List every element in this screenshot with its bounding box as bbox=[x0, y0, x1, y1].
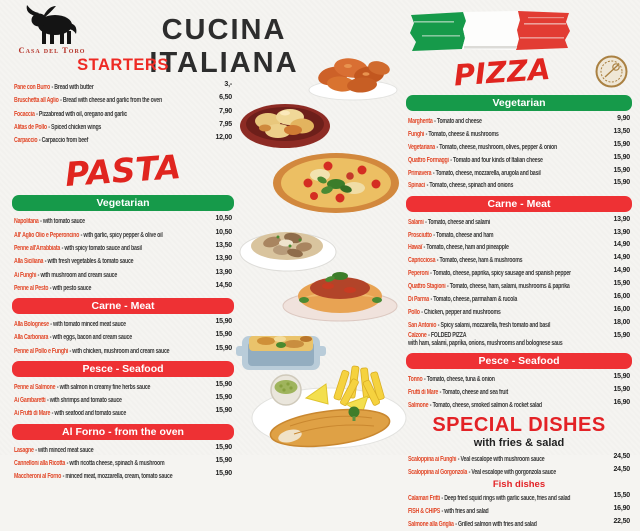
dish-name: Salami bbox=[408, 218, 424, 226]
dish-price: 12,00 bbox=[215, 134, 232, 142]
pizza-title: PIZZA bbox=[452, 51, 552, 93]
dish-description: - with fries and salad bbox=[441, 508, 489, 516]
section-header-pasta-oven: Al Forno - from the oven bbox=[12, 424, 234, 440]
logo-text: Casa del Toro bbox=[18, 45, 86, 55]
dish-name: Alitas de Pollo bbox=[14, 123, 47, 131]
dish-price: 16,00 bbox=[613, 293, 630, 300]
dish-name: Scaloppina ai Funghi bbox=[408, 456, 457, 464]
dish-description: - with tomato minced meat sauce bbox=[50, 321, 126, 329]
dish-price: 15,90 bbox=[215, 470, 232, 478]
dish-text bbox=[408, 254, 604, 265]
dish-description: - with chicken, mushroom and cream sauce bbox=[69, 347, 170, 355]
pizza-meat-section bbox=[406, 196, 632, 348]
dish-description: - Tomato, cheese, spinach and onions bbox=[426, 182, 514, 190]
menu-item bbox=[408, 466, 630, 477]
right-column bbox=[406, 8, 632, 531]
section-header-pasta-vegetarian: Vegetarian bbox=[12, 195, 234, 211]
menu-item bbox=[408, 399, 630, 410]
dish-name: Quattro Formaggi bbox=[408, 156, 449, 164]
dish-name: Pollo bbox=[408, 308, 420, 316]
dish-price: 15,90 bbox=[613, 140, 630, 148]
dish-description: - Spiced chicken wings bbox=[48, 123, 102, 131]
dish-text bbox=[14, 318, 206, 329]
dish-text bbox=[408, 167, 604, 178]
menu-item bbox=[14, 255, 232, 266]
dish-text bbox=[408, 293, 604, 304]
dish-text bbox=[408, 128, 604, 139]
dish-description: - Tomato, cheese and sea fruit bbox=[439, 388, 509, 396]
dish-description: - Tomato, cheese & mushrooms bbox=[425, 130, 499, 138]
dish-price: 15,50 bbox=[613, 492, 630, 500]
dish-description: - with mushroom and cream sauce bbox=[37, 271, 118, 279]
dish-text bbox=[408, 229, 604, 240]
dish-description: - with minced meat sauce bbox=[35, 446, 94, 454]
dish-text bbox=[408, 466, 604, 477]
dish-price: 16,90 bbox=[613, 398, 630, 406]
menu-item bbox=[408, 154, 630, 165]
special-dishes-heading: SPECIAL DISHES bbox=[432, 414, 606, 437]
dish-price: 15,90 bbox=[215, 456, 232, 464]
menu-item bbox=[408, 386, 630, 397]
dish-name: Quattro Stagioni bbox=[408, 283, 446, 291]
menu-item bbox=[14, 318, 232, 329]
dish-description: - Tomato, cheese, parmaham & rucola bbox=[430, 296, 518, 303]
dish-price: 15,90 bbox=[613, 385, 630, 393]
dish-description: - with garlic, spicy pepper & olive oil bbox=[80, 231, 163, 239]
starters-heading: STARTERS bbox=[77, 56, 169, 74]
dish-price: 6,50 bbox=[219, 94, 232, 102]
menu-item bbox=[14, 394, 232, 405]
dish-description: - Tomato and cheese bbox=[434, 118, 482, 125]
dish-name: Lasagne bbox=[14, 446, 34, 454]
dish-text bbox=[408, 179, 604, 190]
menu-item bbox=[408, 115, 630, 126]
dish-price: 24,50 bbox=[613, 453, 630, 461]
dish-text bbox=[408, 216, 604, 227]
dish-price: 15,90 bbox=[613, 373, 630, 381]
dish-description: - Bread with butter bbox=[51, 84, 94, 91]
menu-item bbox=[14, 269, 232, 280]
menu-item bbox=[408, 128, 630, 139]
dish-description: - with salmon in creamy fine herbs sauce bbox=[56, 383, 151, 391]
menu-item bbox=[408, 167, 630, 178]
dish-name: Salmone alla Griglia bbox=[408, 520, 454, 528]
dish-name: Ai Gambaretti bbox=[14, 397, 46, 405]
special-dishes-section bbox=[406, 414, 632, 529]
menu-item bbox=[408, 179, 630, 190]
dish-price: 15,90 bbox=[215, 344, 232, 352]
menu-item bbox=[14, 94, 232, 105]
dish-price: 24,50 bbox=[613, 465, 630, 473]
pizza-seafood-list bbox=[406, 373, 632, 410]
dish-description: - Spicy salami, mozzarella, fresh tomato and basil bbox=[437, 321, 551, 329]
dish-description: - with ricotta cheese, spinach & mushroom bbox=[66, 459, 165, 467]
dish-description: - Tomato, cheese, ham, salami, mushrooms & paprika bbox=[447, 283, 570, 291]
dish-text bbox=[14, 134, 206, 145]
dish-description: - Deep fried squid rings with garlic sauce, fries and salad bbox=[441, 495, 571, 503]
menu-item bbox=[408, 280, 630, 291]
dish-name: Cannelloni alla Ricotta bbox=[14, 459, 66, 467]
dish-description: - with shrimps and tomato sauce bbox=[47, 397, 122, 405]
dish-price: 14,90 bbox=[613, 241, 630, 249]
menu-item bbox=[14, 242, 232, 253]
dish-name: Maccheroni al Forno bbox=[14, 473, 62, 481]
dish-price: 14,50 bbox=[215, 281, 232, 289]
dish-name: San Antonio bbox=[408, 321, 437, 329]
dish-text bbox=[408, 306, 604, 317]
dish-price: 15,90 bbox=[613, 331, 630, 339]
dish-description: - Tomato, cheese, tuna & onion bbox=[424, 376, 495, 384]
dish-name: Alla Bolognese bbox=[14, 321, 49, 329]
dish-text bbox=[408, 386, 604, 397]
menu-item bbox=[408, 319, 630, 330]
menu-item bbox=[14, 282, 232, 293]
dish-name: Ai Funghi bbox=[14, 271, 37, 279]
pasta-vegetarian-list bbox=[12, 215, 234, 293]
dish-name: Penne al Salmone bbox=[14, 383, 56, 391]
dish-text bbox=[14, 470, 206, 481]
dish-price: 15,90 bbox=[613, 179, 630, 187]
dish-text bbox=[408, 141, 604, 152]
dish-description: - Tomato, cheese, mushroom, olives, pepper & onion bbox=[436, 143, 558, 151]
pasta-seafood-section bbox=[12, 361, 234, 419]
pasta-vegetarian-section bbox=[12, 195, 234, 293]
photo-pizza bbox=[270, 150, 402, 216]
dish-text bbox=[408, 154, 604, 165]
menu-item bbox=[14, 470, 232, 481]
pasta-title: PASTA bbox=[63, 147, 183, 195]
photo-spaghetti-bolognese bbox=[280, 266, 400, 324]
dish-name: Calzone bbox=[408, 331, 427, 339]
photo-fish-and-chips bbox=[250, 356, 408, 452]
dish-description: - Tomato, cheese, smoked salmon & rocket salad bbox=[429, 401, 542, 409]
menu-item bbox=[14, 381, 232, 392]
menu-item bbox=[408, 373, 630, 384]
dish-text bbox=[14, 215, 206, 226]
dish-text bbox=[14, 394, 206, 405]
dish-name: Penne al Pollo e Funghi bbox=[14, 347, 69, 355]
menu-item bbox=[14, 407, 232, 418]
dish-name: Focaccia bbox=[14, 110, 35, 118]
dish-text bbox=[408, 280, 604, 291]
dish-description: - with spicy tomato sauce and basil bbox=[61, 244, 142, 252]
dish-text bbox=[408, 267, 604, 278]
menu-item bbox=[408, 505, 630, 516]
menu-item bbox=[408, 254, 630, 265]
dish-price: 13,50 bbox=[613, 127, 630, 135]
menu-item bbox=[408, 293, 630, 304]
dish-name: Funghi bbox=[408, 130, 425, 138]
dish-text bbox=[14, 269, 206, 280]
menu-item bbox=[408, 241, 630, 252]
dish-text bbox=[14, 331, 206, 342]
dish-name: Napolitana bbox=[14, 218, 39, 226]
dish-text bbox=[408, 518, 604, 529]
page-title: CUCINA ITALIANA bbox=[149, 14, 299, 79]
fish-dishes-heading: Fish dishes bbox=[492, 479, 546, 491]
dish-price: 15,90 bbox=[613, 166, 630, 174]
pasta-seafood-list bbox=[12, 381, 234, 419]
menu-item bbox=[408, 141, 630, 152]
dish-name: Scaloppina al Gorgonzola bbox=[408, 468, 468, 476]
dish-price: 15,90 bbox=[215, 443, 232, 451]
dish-name: Penne all'Arrabbiata bbox=[14, 244, 61, 252]
bull-icon bbox=[22, 4, 82, 44]
dish-name: Bruschetta all Aglio bbox=[14, 97, 59, 105]
menu-item bbox=[408, 492, 630, 503]
dish-name: Penne al Pesto bbox=[14, 284, 49, 292]
starters-list bbox=[12, 81, 234, 145]
dish-name: Alla Siciliana bbox=[14, 258, 44, 266]
dish-text bbox=[408, 373, 604, 384]
dish-text bbox=[408, 453, 604, 464]
photo-baked-casserole bbox=[238, 94, 332, 152]
dish-name: Ai Frutti di Mare bbox=[14, 410, 51, 418]
dish-price: 3,- bbox=[224, 81, 232, 88]
pizza-meat-list bbox=[406, 216, 632, 348]
left-column bbox=[12, 56, 234, 484]
dish-text bbox=[14, 242, 206, 253]
dish-name: Hawaï bbox=[408, 244, 423, 252]
pasta-oven-section bbox=[12, 424, 234, 482]
dish-price: 15,90 bbox=[215, 407, 232, 415]
dish-price: 16,90 bbox=[613, 505, 630, 513]
dish-text bbox=[14, 282, 206, 293]
menu-item bbox=[14, 457, 232, 468]
dish-description: - Tomato, cheese and ham bbox=[433, 231, 494, 239]
special-dishes-subheading: with fries & salad bbox=[473, 437, 565, 450]
dish-name: Primavera bbox=[408, 169, 432, 177]
dish-text bbox=[408, 492, 604, 503]
menu-item bbox=[14, 345, 232, 356]
menu-item bbox=[408, 332, 630, 348]
menu-item bbox=[408, 306, 630, 317]
pizza-seafood-section bbox=[406, 353, 632, 410]
dish-name: Tonno bbox=[408, 376, 423, 384]
dish-description: - with seafood and tomato sauce bbox=[51, 410, 127, 418]
menu-item bbox=[408, 518, 630, 529]
dish-name: Pane con Burro bbox=[14, 84, 50, 91]
dish-description: - Chicken, pepper and mushrooms bbox=[421, 308, 501, 316]
dish-name: Margherita bbox=[408, 118, 433, 125]
pizza-title-row bbox=[406, 51, 632, 93]
menu-item bbox=[14, 215, 232, 226]
dish-text bbox=[14, 81, 206, 92]
menu-item bbox=[408, 216, 630, 227]
fish-dishes-list bbox=[406, 492, 632, 529]
dish-name: Alla Carbonara bbox=[14, 334, 49, 342]
dish-price: 10,50 bbox=[215, 215, 232, 223]
dish-price: 15,90 bbox=[215, 318, 232, 326]
dish-price: 15,90 bbox=[613, 280, 630, 288]
dish-text bbox=[14, 381, 206, 392]
dish-name: Di Parma bbox=[408, 296, 429, 303]
dish-price: 13,90 bbox=[215, 255, 232, 263]
dish-description: - Grilled salmon with fries and salad bbox=[455, 520, 537, 528]
menu-item bbox=[408, 453, 630, 464]
section-header-pizza-meat: Carne - Meat bbox=[406, 196, 632, 212]
dish-description: - Tomato and four kinds of Italian cheese bbox=[450, 156, 543, 164]
menu-item bbox=[408, 267, 630, 278]
special-dishes-list bbox=[406, 453, 632, 477]
section-header-pasta-seafood: Pesce - Seafood bbox=[12, 361, 234, 377]
pasta-meat-section bbox=[12, 298, 234, 356]
dish-price: 7,95 bbox=[219, 120, 232, 128]
dish-description: - Pizzabread with oil, oregano and garlic bbox=[36, 110, 128, 118]
restaurant-logo bbox=[16, 4, 88, 55]
menu-item bbox=[14, 134, 232, 145]
menu-item bbox=[14, 229, 232, 240]
dish-text bbox=[408, 332, 604, 348]
section-header-pizza-vegetarian: Vegetarian bbox=[406, 95, 632, 111]
dish-text bbox=[14, 407, 206, 418]
dish-price: 14,90 bbox=[613, 267, 630, 275]
dish-text bbox=[408, 505, 604, 516]
dish-name: Vegetariana bbox=[408, 143, 435, 151]
dish-price: 13,50 bbox=[215, 241, 232, 249]
dish-name: Frutti di Mare bbox=[408, 388, 439, 396]
dish-description-line2: with ham, salami, paprika, onions, mushrooms and bolognese saus bbox=[408, 339, 563, 347]
dish-price: 13,90 bbox=[613, 228, 630, 236]
dish-description: - Tomato, cheese and salami bbox=[425, 218, 491, 226]
dish-text bbox=[14, 94, 206, 105]
dish-description: - Tomato, cheese, mozzarella, arugola and basil bbox=[432, 169, 541, 177]
dish-text bbox=[14, 457, 206, 468]
dish-description: - Tomato, cheese, paprika, spicy sausage and spanish pepper bbox=[430, 270, 571, 278]
dish-price: 22,50 bbox=[613, 517, 630, 525]
dish-text bbox=[14, 345, 206, 356]
dish-price: 7,90 bbox=[219, 107, 232, 115]
pizza-vegetarian-list bbox=[406, 115, 632, 191]
menu-item bbox=[14, 81, 232, 92]
dish-description: - with eggs, bacon and cream sauce bbox=[49, 334, 132, 342]
dish-price: 15,90 bbox=[215, 331, 232, 339]
dish-price: 14,90 bbox=[613, 254, 630, 262]
dish-name: FISH & CHIPS bbox=[408, 508, 441, 516]
dish-description: - Veal escalope with gorgonzola sauce bbox=[468, 468, 556, 476]
dish-text bbox=[14, 444, 206, 455]
dish-name: Calamari Fritti bbox=[408, 495, 440, 503]
dish-name: Salmone bbox=[408, 401, 429, 409]
pasta-meat-list bbox=[12, 318, 234, 356]
dish-price: 18,00 bbox=[613, 318, 630, 326]
dish-price: 15,90 bbox=[215, 380, 232, 388]
section-header-pasta-meat: Carne - Meat bbox=[12, 298, 234, 314]
dish-text bbox=[14, 255, 206, 266]
dish-name: Peperoni bbox=[408, 270, 429, 278]
dish-description: - Bread with cheese and garlic from the oven bbox=[60, 97, 162, 105]
dish-name: Carpaccio bbox=[14, 137, 38, 145]
dish-description: - Veal escalope with mushroom sauce bbox=[457, 456, 545, 464]
dish-price: 15,90 bbox=[613, 153, 630, 161]
quality-stamp-badge-icon bbox=[595, 55, 628, 88]
dish-description: - minced meat, mozzarella, cream, tomato sauce bbox=[62, 473, 173, 481]
dish-text bbox=[408, 319, 604, 330]
dish-price: 13,90 bbox=[613, 215, 630, 223]
dish-price: 9,90 bbox=[617, 115, 630, 122]
dish-text bbox=[14, 229, 206, 240]
dish-description: - Tomato, cheese, ham & mushrooms bbox=[436, 257, 523, 265]
dish-name: Spinaci bbox=[408, 182, 426, 190]
menu-item bbox=[14, 108, 232, 119]
dish-price: 16,00 bbox=[613, 305, 630, 313]
dish-name: Capricciosa bbox=[408, 257, 436, 265]
dish-description: - with fresh vegetables & tomato sauce bbox=[44, 258, 134, 266]
menu-item bbox=[408, 229, 630, 240]
dish-text bbox=[408, 115, 604, 126]
menu-item bbox=[14, 331, 232, 342]
pasta-oven-list bbox=[12, 444, 234, 482]
dish-description: - FOLDED PIZZA bbox=[428, 331, 467, 339]
dish-text bbox=[408, 399, 604, 410]
dish-price: 10,50 bbox=[215, 228, 232, 236]
dish-text bbox=[408, 241, 604, 252]
dish-text bbox=[14, 108, 206, 119]
dish-text bbox=[14, 121, 206, 132]
dish-price: 15,90 bbox=[215, 394, 232, 402]
menu-item bbox=[14, 444, 232, 455]
dish-name: All' Aglio Olio e Peperoncino bbox=[14, 231, 80, 239]
dish-description: - Carpaccio from beef bbox=[38, 137, 89, 145]
menu-item bbox=[14, 121, 232, 132]
dish-price: 13,90 bbox=[215, 268, 232, 276]
dish-description: - with tomato sauce bbox=[40, 218, 85, 226]
pizza-vegetarian-section bbox=[406, 95, 632, 191]
dish-name: Prosciutto bbox=[408, 231, 432, 239]
dish-description: - Tomato, cheese, ham and pineapple bbox=[423, 244, 509, 252]
dish-description: - with pesto sauce bbox=[49, 284, 92, 292]
section-header-pizza-seafood: Pesce - Seafood bbox=[406, 353, 632, 369]
